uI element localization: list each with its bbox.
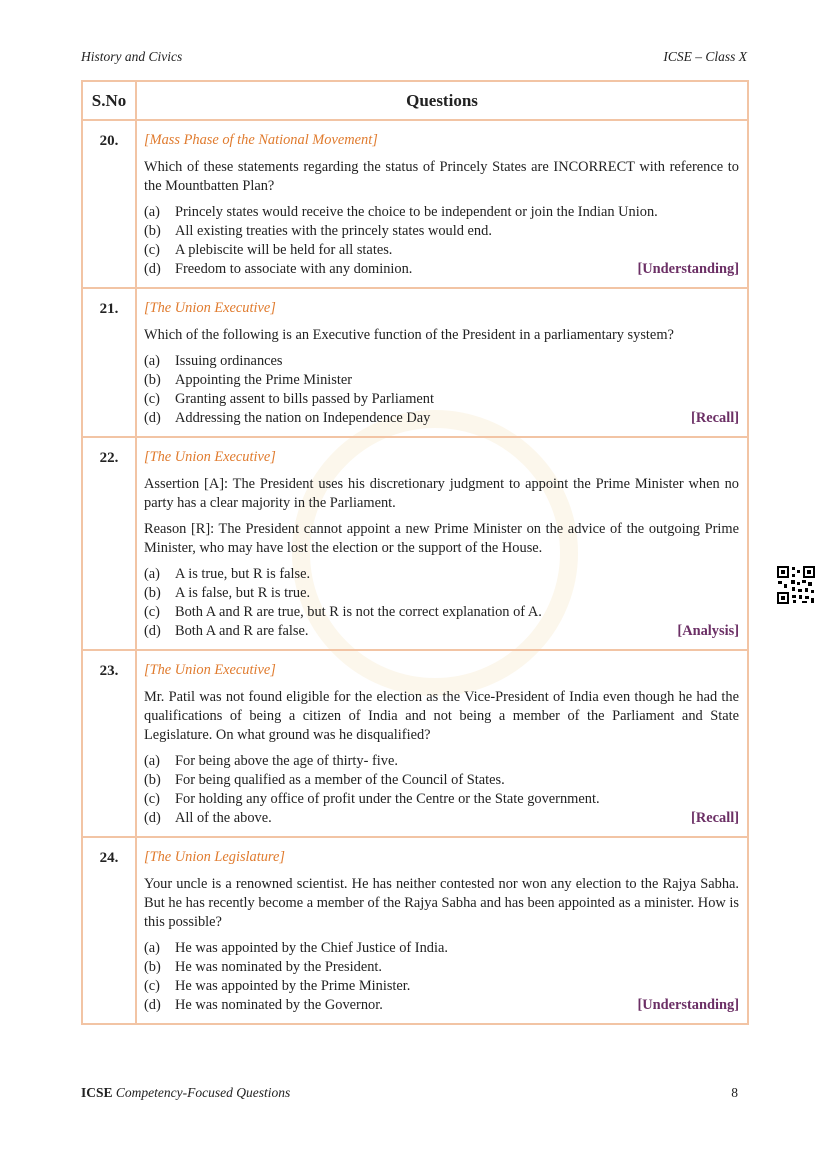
option-text: He was nominated by the President. (175, 959, 383, 975)
option-label: (d) (144, 623, 161, 639)
competency-tag: [Understanding] (637, 997, 739, 1013)
option-item (144, 409, 739, 428)
question-body (136, 437, 748, 650)
option-item (144, 241, 739, 260)
option-label: (a) (144, 353, 160, 369)
qr-code-icon[interactable] (776, 565, 816, 605)
option-item (144, 622, 739, 641)
option-label: (c) (144, 242, 160, 258)
footer-bold: ICSE (81, 1085, 113, 1100)
option-item (144, 603, 739, 622)
question-topic: [The Union Executive] (144, 300, 276, 316)
page-number: 8 (731, 1085, 738, 1100)
option-item (144, 260, 739, 279)
option-item (144, 752, 739, 771)
question-body (136, 650, 748, 837)
option-text: Both A and R are true, but R is not the correct explanation of A. (175, 604, 542, 620)
option-item (144, 958, 739, 977)
footer-title (81, 1085, 290, 1101)
option-label: (b) (144, 585, 161, 601)
option-text: Both A and R are false. (175, 623, 309, 639)
footer-italic: Competency-Focused Questions (115, 1085, 291, 1100)
option-text: A is true, but R is false. (175, 566, 311, 582)
option-text: For holding any office of profit under the Centre or the State government. (175, 791, 600, 807)
option-label: (c) (144, 604, 160, 620)
option-text: Princely states would receive the choice to be independent or join the Indian Union. (175, 204, 658, 220)
question-topic: [The Union Executive] (144, 449, 276, 465)
option-text: Granting assent to bills passed by Parliament (175, 391, 434, 407)
option-text: Freedom to associate with any dominion. (175, 261, 413, 277)
competency-tag: [Recall] (691, 410, 739, 426)
option-label: (d) (144, 810, 161, 826)
option-label: (c) (144, 978, 160, 994)
option-label: (a) (144, 566, 160, 582)
option-label: (b) (144, 959, 161, 975)
option-item (144, 352, 739, 371)
question-number: 23. (82, 650, 136, 837)
option-item (144, 771, 739, 790)
question-stem: Assertion [A]: The President uses his discretionary judgment to appoint the Prime Minister when no party has a clear majority in the Parliament. (144, 476, 739, 511)
question-topic: [Mass Phase of the National Movement] (144, 132, 378, 148)
option-label: (b) (144, 223, 161, 239)
option-label: (a) (144, 940, 160, 956)
question-body (136, 837, 748, 1024)
option-text: He was appointed by the Chief Justice of India. (175, 940, 448, 956)
option-text: A plebiscite will be held for all states. (175, 242, 393, 258)
question-row (82, 288, 748, 437)
question-row (82, 650, 748, 837)
question-stem: Which of these statements regarding the status of Princely States are INCORRECT with reference to the Mountbatten Plan? (144, 159, 739, 194)
option-label: (d) (144, 410, 161, 426)
question-body (136, 288, 748, 437)
question-number: 24. (82, 837, 136, 1024)
option-label: (a) (144, 753, 160, 769)
option-label: (b) (144, 372, 161, 388)
question-body (136, 120, 748, 288)
competency-tag: [Recall] (691, 810, 739, 826)
question-number: 20. (82, 120, 136, 288)
option-text: All existing treaties with the princely states would end. (175, 223, 492, 239)
question-stem: Reason [R]: The President cannot appoint a new Prime Minister on the advice of the outgoing Prime Minister, who may have lost the election or the support of the House. (144, 521, 739, 556)
option-item (144, 790, 739, 809)
option-text: Addressing the nation on Independence Day (175, 410, 431, 426)
option-item (144, 584, 739, 603)
question-row (82, 437, 748, 650)
option-label: (d) (144, 261, 161, 277)
question-row (82, 837, 748, 1024)
option-text: All of the above. (175, 810, 272, 826)
option-item (144, 977, 739, 996)
table-header-row (82, 81, 748, 120)
option-item (144, 222, 739, 241)
questions-table (81, 80, 749, 1025)
option-item (144, 371, 739, 390)
option-text: Issuing ordinances (175, 353, 283, 369)
column-header-sno: S.No (82, 81, 136, 120)
option-item (144, 939, 739, 958)
question-number: 22. (82, 437, 136, 650)
option-text: For being qualified as a member of the Council of States. (175, 772, 505, 788)
question-topic: [The Union Legislature] (144, 849, 285, 865)
option-text: For being above the age of thirty- five. (175, 753, 398, 769)
questions-body (82, 120, 748, 1024)
header-class: ICSE – Class X (663, 49, 747, 64)
competency-tag: [Understanding] (637, 261, 739, 277)
option-item (144, 996, 739, 1015)
option-label: (d) (144, 997, 161, 1013)
question-stem: Your uncle is a renowned scientist. He has neither contested nor won any election to the Rajya Sabha. But he has recently become a member of the Rajya Sabha and has been appointed as a minister. How is this possible? (144, 876, 739, 930)
option-item (144, 203, 739, 222)
question-topic: [The Union Executive] (144, 662, 276, 678)
header-subject: History and Civics (81, 49, 183, 64)
question-stem: Mr. Patil was not found eligible for the election as the Vice-President of India even though he had the qualifications of being a citizen of India and not being a member of the Parliament and State Legislature. On what ground was he disqualified? (144, 689, 739, 743)
option-item (144, 565, 739, 584)
option-label: (b) (144, 772, 161, 788)
option-label: (c) (144, 791, 160, 807)
question-row (82, 120, 748, 288)
option-text: A is false, but R is true. (175, 585, 311, 601)
option-text: Appointing the Prime Minister (175, 372, 353, 388)
option-item (144, 390, 739, 409)
option-label: (c) (144, 391, 160, 407)
question-stem: Which of the following is an Executive function of the President in a parliamentary system? (144, 327, 674, 343)
competency-tag: [Analysis] (677, 623, 739, 639)
option-text: He was nominated by the Governor. (175, 997, 383, 1013)
option-label: (a) (144, 204, 160, 220)
column-header-questions: Questions (136, 81, 748, 120)
question-number: 21. (82, 288, 136, 437)
option-item (144, 809, 739, 828)
option-text: He was appointed by the Prime Minister. (175, 978, 411, 994)
